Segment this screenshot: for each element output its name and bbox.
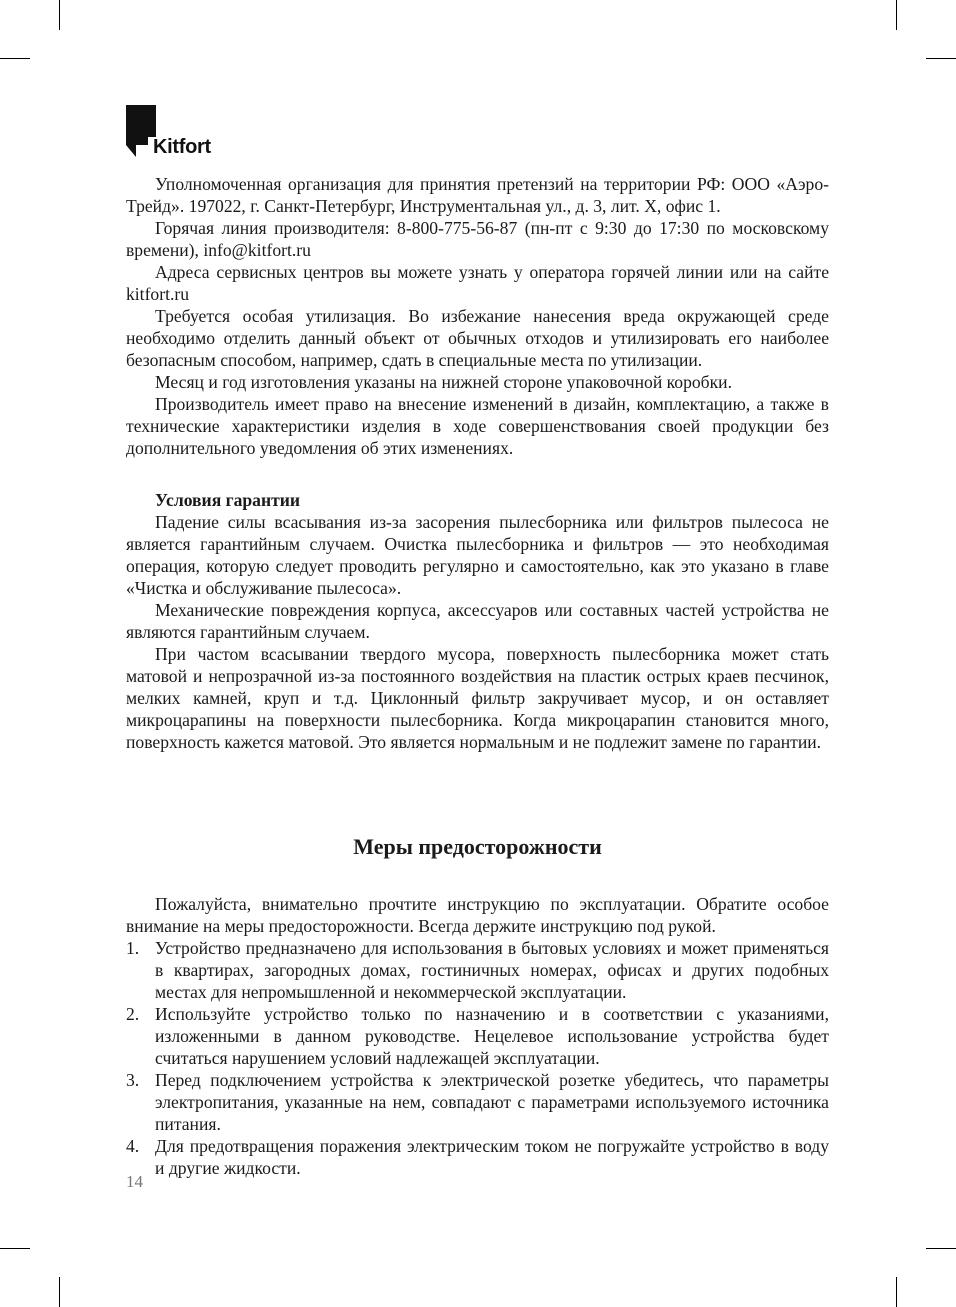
brand-name: Kitfort xyxy=(153,136,211,158)
list-item-text: Устройство предназначено для использования в бытовых условиях и может применяться в квартирах, загородных домах, гостиничных номерах, офисах и других подобных местах для непромышленной и некоммерческой эксплуатации. xyxy=(155,938,829,1002)
info-paragraph: Требуется особая утилизация. Во избежание нанесения вреда окружающей среде необходимо отделить данный объект от обычных отходов и утилизировать его наиболее безопасным способом, например, сдать в специальные места по утилизации. xyxy=(126,306,829,370)
warranty-paragraph: Падение силы всасывания из-за засорения пылесборника или фильтров пылесоса не является гарантийным случаем. Очистка пылесборника и фильтров — это необходимая операция, которую следует проводить регулярно и самостоятельно, как это указано в главе «Чистка и обслуживание пылесоса». xyxy=(126,512,829,598)
warranty-paragraph: Механические повреждения корпуса, аксессуаров или составных частей устройства не являются гарантийным случаем. xyxy=(126,600,829,642)
crop-mark-top-left xyxy=(59,0,60,30)
list-item-number: 2. xyxy=(126,1004,140,1024)
list-item-text: Перед подключением устройства к электрической розетке убедитесь, что параметры электропитания, указанные на нем, совпадают с параметрами используемого источника питания. xyxy=(155,1070,829,1134)
warranty-paragraph: При частом всасывании твердого мусора, поверхность пылесборника может стать матовой и непрозрачной из-за постоянного воздействия на пластик острых краев песчинок, мелких камней, круп и т.д. Циклонный фильтр закручивает мусор, и он оставляет микроцарапины на поверхности пылесборника. Когда микроцарапин становится много, поверхность кажется матовой. Это является нормальным и не подлежит замене по гарантии. xyxy=(126,644,829,752)
crop-mark-bottom-left xyxy=(59,1277,60,1307)
list-item-text: Для предотвращения поражения электрическим током не погружайте устройство в воду и другие жидкости. xyxy=(155,1136,829,1178)
list-item-number: 1. xyxy=(126,938,140,958)
info-paragraph: Горячая линия производителя: 8-800-775-56-87 (пн-пт с 9:30 до 17:30 по московскому времени), info@kitfort.ru xyxy=(126,218,829,260)
list-item xyxy=(126,1003,829,1069)
info-paragraph: Месяц и год изготовления указаны на нижней стороне упаковочной коробки. xyxy=(155,372,732,392)
precautions-intro: Пожалуйста, внимательно прочтите инструкцию по эксплуатации. Обратите особое внимание на меры предосторожности. Всегда держите инструкцию под рукой. xyxy=(126,894,829,936)
warranty-title: Условия гарантии xyxy=(155,490,301,510)
page-number: 14 xyxy=(126,1172,143,1191)
list-item-number: 3. xyxy=(126,1070,140,1090)
list-item-text: Используйте устройство только по назначению и в соответствии с указаниями, изложенными в данном руководстве. Нецелевое использование устройства будет считаться нарушением условий надлежащей эксплуатации. xyxy=(155,1004,829,1068)
info-paragraph: Адреса сервисных центров вы можете узнать у оператора горячей линии или на сайте kitfort.ru xyxy=(126,262,829,304)
brand-logo xyxy=(126,105,236,157)
list-item xyxy=(126,937,829,1003)
crop-mark-bottom-right xyxy=(896,1277,897,1307)
page-content xyxy=(126,173,829,1179)
crop-mark-left-top xyxy=(0,58,30,59)
list-item xyxy=(126,1135,829,1179)
list-item xyxy=(126,1069,829,1135)
list-item-number: 4. xyxy=(126,1136,140,1156)
brand-logo-icon xyxy=(126,105,156,157)
precautions-title: Меры предосторожности xyxy=(353,834,602,859)
crop-mark-left-bottom xyxy=(0,1248,30,1249)
info-paragraph: Производитель имеет право на внесение изменений в дизайн, комплектацию, а также в технические характеристики изделия в ходе совершенствования своей продукции без дополнительного уведомления об этих изменениях. xyxy=(126,394,829,458)
precautions-list xyxy=(126,937,829,1179)
crop-mark-top-right xyxy=(896,0,897,30)
crop-mark-right-top xyxy=(926,58,956,59)
crop-mark-right-bottom xyxy=(926,1248,956,1249)
info-paragraph: Уполномоченная организация для принятия претензий на территории РФ: ООО «Аэро-Трейд». 197022, г. Санкт-Петербург, Инструментальная ул., д. 3, лит. Х, офис 1. xyxy=(126,174,829,216)
